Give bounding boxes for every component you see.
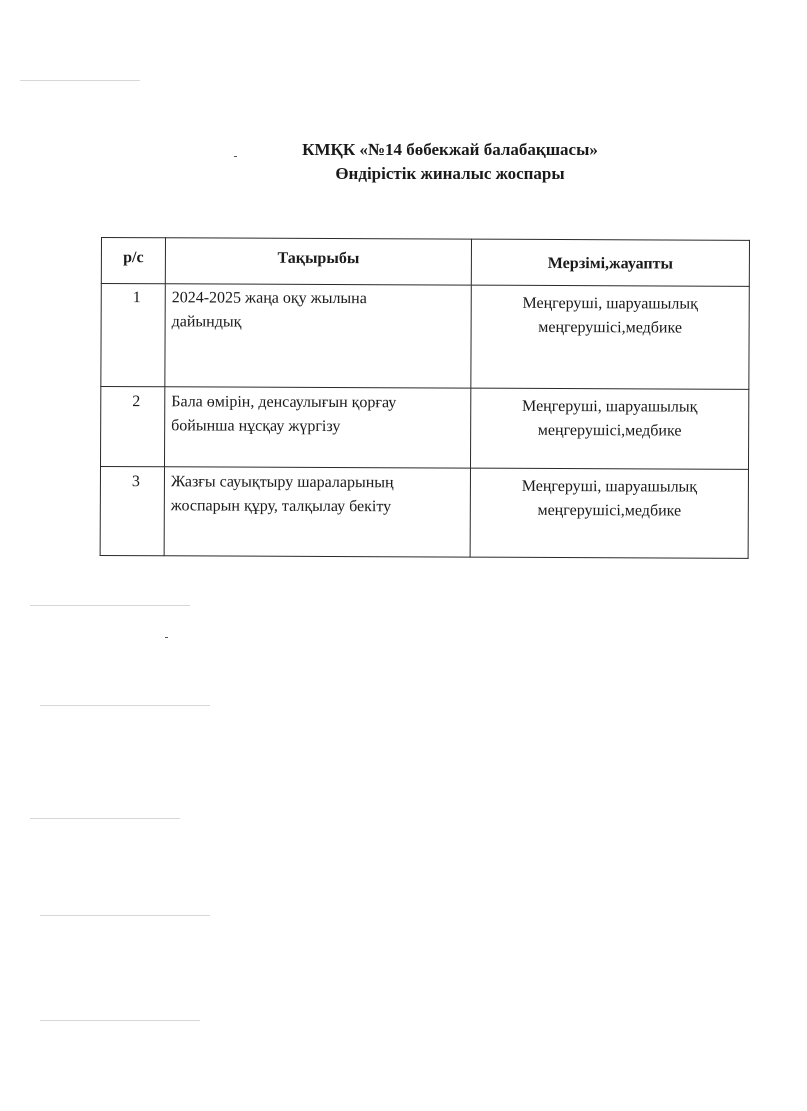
responsible-line: меңгерушісі,медбике [538,318,682,337]
scan-artifact [165,637,168,638]
responsible-line: меңгерушісі,медбике [537,501,682,520]
scan-artifact [40,705,210,706]
topic-line: бойынша нұсқау жүргізу [171,417,341,436]
row-number: 2 [100,387,164,467]
row-topic [165,284,471,388]
meeting-plan-table [100,237,750,559]
scan-artifact [234,156,237,157]
table-row [100,387,748,470]
table-row [100,467,748,559]
responsible-line: меңгерушісі,медбике [537,421,682,440]
table-header-row [101,238,749,287]
row-responsible [470,468,748,558]
header-number: р/с [101,238,165,284]
scan-artifact [40,915,210,916]
document-header [240,138,660,186]
row-number: 1 [101,284,165,387]
header-responsible: Мерзімі,жауапты [471,239,749,286]
scan-artifact [20,80,140,81]
responsible-line: Меңгеруші, шаруашылық [522,294,698,313]
row-topic [164,467,470,557]
row-responsible [470,388,748,469]
document-subtitle: Өндірістік жиналыс жоспары [335,164,565,183]
header-topic: Тақырыбы [165,238,471,285]
table-row [101,284,749,390]
topic-line: 2024-2025 жаңа оқу жылына [171,289,367,308]
document-title: КМҚК «№14 бөбекжай балабақшасы» [302,140,598,159]
scan-artifact [30,818,180,819]
row-number: 3 [100,467,164,556]
scan-artifact [30,605,190,606]
topic-line: Жазғы сауықтыру шараларының [170,473,394,492]
topic-line: жоспарын құру, талқылау бекіту [170,497,392,516]
topic-line: дайындық [171,313,242,331]
responsible-line: Меңгеруші, шаруашылық [521,477,698,496]
row-topic [164,387,470,468]
topic-line: Бала өмірін, денсаулығын қорғау [171,393,397,412]
scan-artifact [40,1020,200,1021]
responsible-line: Меңгеруші, шаруашылық [522,397,698,416]
row-responsible [471,285,749,389]
